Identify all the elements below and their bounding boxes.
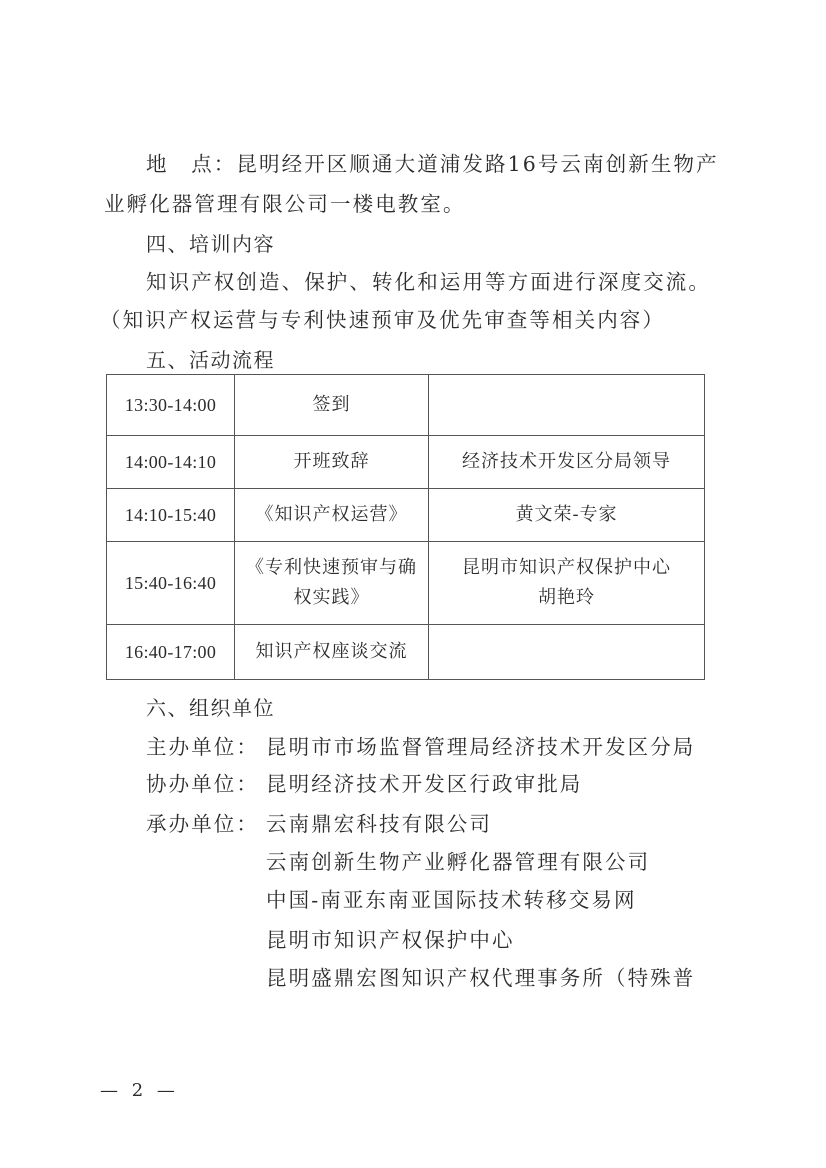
host-line	[146, 733, 695, 761]
schedule-table	[106, 374, 705, 680]
speaker-cell-line-2: 胡艳玲	[538, 587, 595, 608]
undertaker-line: 云南创新生物产业孵化器管理有限公司	[266, 850, 651, 874]
location-text-1: 昆明经开区顺通大道浦发路16号云南创新生物产	[236, 152, 719, 176]
host-value: 昆明市市场监督管理局经济技术开发区分局	[266, 735, 696, 759]
location-label: 地 点：	[146, 152, 237, 176]
page-number: — 2 —	[100, 1080, 179, 1101]
time-cell: 16:40-17:00	[107, 625, 235, 680]
time-cell: 14:10-15:40	[107, 489, 235, 542]
speaker-cell	[429, 625, 705, 680]
item-cell: 知识产权座谈交流	[235, 625, 429, 680]
table-row	[107, 375, 705, 436]
item-cell: 《知识产权运营》	[235, 489, 429, 542]
table-row	[107, 542, 705, 625]
table-row	[107, 625, 705, 680]
organizers-heading: 六、组织单位	[146, 696, 275, 720]
table-row	[107, 489, 705, 542]
undertaker-value: 云南鼎宏科技有限公司	[266, 812, 492, 836]
speaker-cell: 黄文荣-专家	[429, 489, 705, 542]
undertaker-line: 中国-南亚东南亚国际技术转移交易网	[266, 888, 637, 912]
undertaker-line: 昆明市知识产权保护中心	[266, 928, 515, 952]
co-organizer-label: 协办单位：	[146, 772, 259, 796]
speaker-cell	[429, 375, 705, 436]
table-row	[107, 436, 705, 489]
speaker-cell: 经济技术开发区分局领导	[429, 436, 705, 489]
speaker-cell	[429, 542, 705, 625]
undertaker-line	[146, 810, 492, 838]
time-cell: 14:00-14:10	[107, 436, 235, 489]
speaker-cell-line-1: 昆明市知识产权保护中心	[462, 557, 671, 578]
item-cell-line-2: 权实践》	[293, 587, 370, 608]
item-cell-line-1: 《专利快速预审与确	[246, 557, 417, 578]
time-cell: 13:30-14:00	[107, 375, 235, 436]
undertaker-line: 昆明盛鼎宏图知识产权代理事务所（特殊普	[266, 966, 696, 990]
host-label: 主办单位：	[146, 735, 259, 759]
co-organizer-line	[146, 770, 582, 798]
item-cell	[235, 542, 429, 625]
training-heading: 四、培训内容	[146, 232, 275, 256]
process-heading: 五、活动流程	[146, 348, 275, 372]
item-cell: 签到	[235, 375, 429, 436]
item-cell: 开班致辞	[235, 436, 429, 489]
time-cell: 15:40-16:40	[107, 542, 235, 625]
location-line-2: 业孵化器管理有限公司一楼电教室。	[104, 192, 466, 216]
undertaker-label: 承办单位：	[146, 812, 259, 836]
training-text-2: （知识产权运营与专利快速预审及优先审查等相关内容）	[100, 308, 665, 332]
co-organizer-value: 昆明经济技术开发区行政审批局	[266, 772, 583, 796]
location-line-1	[146, 150, 719, 178]
training-text-1: 知识产权创造、保护、转化和运用等方面进行深度交流。	[146, 270, 711, 294]
